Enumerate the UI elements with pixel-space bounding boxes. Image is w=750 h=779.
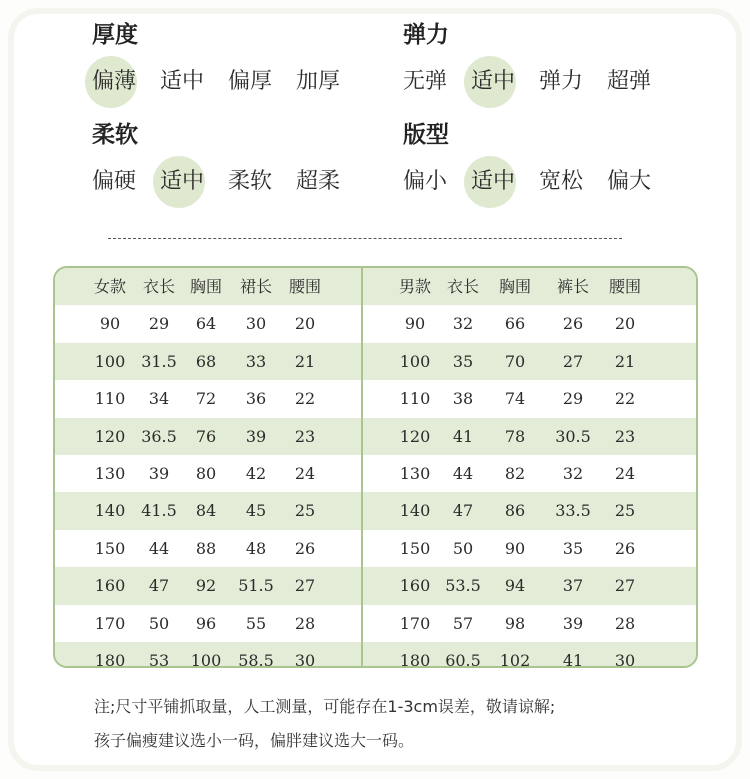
option: 偏小 (403, 169, 448, 194)
table-cell: 44 (148, 538, 170, 558)
table-cell: 23 (614, 426, 636, 446)
table-cell: 47 (452, 501, 474, 521)
column-header: 女款 (93, 277, 127, 296)
table-row (363, 380, 698, 417)
attr-thickness (92, 20, 341, 102)
table-row (55, 343, 361, 380)
table-cell: 44 (452, 463, 474, 483)
table-cell: 34 (148, 389, 170, 409)
option: 适中 (160, 69, 205, 94)
table-cell: 30 (614, 650, 636, 668)
column-header: 胸围 (498, 277, 532, 296)
table-row (363, 418, 698, 455)
table-cell: 94 (504, 576, 526, 596)
table-cell: 120 (94, 426, 126, 446)
option: 加厚 (296, 69, 341, 94)
option: 偏硬 (92, 169, 137, 194)
column-header: 男款 (398, 277, 432, 296)
table-cell: 21 (614, 351, 636, 371)
table-cell: 30 (294, 650, 316, 668)
table-cell: 53.5 (445, 576, 481, 596)
table-cell: 130 (399, 463, 431, 483)
table-cell: 24 (614, 463, 636, 483)
table-cell: 51.5 (238, 576, 274, 596)
table-row (363, 567, 698, 604)
table-row (363, 455, 698, 492)
table-cell: 27 (562, 351, 584, 371)
table-cell: 20 (294, 314, 316, 334)
option: 柔软 (228, 169, 273, 194)
table-cell: 80 (195, 463, 217, 483)
table-cell: 140 (399, 501, 431, 521)
table-cell: 20 (614, 314, 636, 334)
option: 适中 (471, 162, 515, 202)
option: 适中 (160, 162, 204, 202)
table-cell: 150 (94, 538, 126, 558)
table-cell: 100 (190, 650, 222, 668)
table-cell: 140 (94, 501, 126, 521)
column-header: 衣长 (142, 277, 176, 296)
table-cell: 22 (294, 389, 316, 409)
table-cell: 50 (452, 538, 474, 558)
option: 偏厚 (228, 69, 273, 94)
note-size-advice: 孩子偏瘦建议选小一码，偏胖建议选大一码。 (94, 731, 415, 750)
women-size-table (55, 268, 361, 668)
table-row (55, 530, 361, 567)
table-cell: 36.5 (141, 426, 177, 446)
table-cell: 170 (94, 613, 126, 633)
table-cell: 41.5 (141, 501, 177, 521)
table-cell: 35 (562, 538, 584, 558)
table-cell: 100 (94, 351, 126, 371)
table-cell: 36 (245, 389, 267, 409)
table-cell: 76 (195, 426, 217, 446)
attr-fit (403, 120, 652, 202)
attr-title: 弹力 (403, 22, 449, 48)
table-cell: 160 (399, 576, 431, 596)
table-cell: 78 (504, 426, 526, 446)
table-cell: 90 (99, 314, 121, 334)
table-cell: 29 (148, 314, 170, 334)
attr-title: 厚度 (92, 22, 138, 48)
table-row (363, 605, 698, 642)
size-table (53, 266, 698, 668)
column-header: 腰围 (288, 277, 322, 296)
table-cell: 120 (399, 426, 431, 446)
column-header: 裙长 (239, 277, 273, 296)
table-cell: 57 (452, 613, 474, 633)
option: 偏大 (607, 169, 652, 194)
table-cell: 22 (614, 389, 636, 409)
table-cell: 39 (245, 426, 267, 446)
table-cell: 38 (452, 389, 474, 409)
table-cell: 23 (294, 426, 316, 446)
table-row (55, 642, 361, 668)
option: 超弹 (607, 69, 652, 94)
option: 偏薄 (92, 62, 136, 102)
table-cell: 68 (195, 351, 217, 371)
table-cell: 32 (452, 314, 474, 334)
table-row (363, 492, 698, 529)
table-cell: 98 (504, 613, 526, 633)
table-cell: 110 (399, 389, 431, 409)
column-header: 胸围 (189, 277, 223, 296)
table-cell: 55 (245, 613, 267, 633)
table-cell: 110 (94, 389, 126, 409)
table-cell: 33 (245, 351, 267, 371)
column-header: 衣长 (446, 277, 480, 296)
table-cell: 28 (614, 613, 636, 633)
table-cell: 180 (94, 650, 126, 668)
table-cell: 50 (148, 613, 170, 633)
table-cell: 48 (245, 538, 267, 558)
table-row (55, 605, 361, 642)
table-cell: 33.5 (555, 501, 591, 521)
table-cell: 100 (399, 351, 431, 371)
table-cell: 29 (562, 389, 584, 409)
table-cell: 90 (404, 314, 426, 334)
table-cell: 96 (195, 613, 217, 633)
table-row (55, 380, 361, 417)
table-cell: 41 (562, 650, 584, 668)
table-cell: 42 (245, 463, 267, 483)
dashed-divider (108, 238, 622, 239)
table-cell: 25 (294, 501, 316, 521)
table-cell: 92 (195, 576, 217, 596)
table-cell: 74 (504, 389, 526, 409)
table-cell: 170 (399, 613, 431, 633)
table-cell: 39 (148, 463, 170, 483)
table-cell: 26 (562, 314, 584, 334)
table-cell: 88 (195, 538, 217, 558)
table-row (363, 305, 698, 342)
table-cell: 30.5 (555, 426, 591, 446)
attr-elasticity (403, 20, 652, 102)
table-cell: 31.5 (141, 351, 177, 371)
table-row (55, 492, 361, 529)
table-cell: 130 (94, 463, 126, 483)
table-cell: 35 (452, 351, 474, 371)
table-cell: 70 (504, 351, 526, 371)
column-header: 裤长 (556, 277, 590, 296)
option: 宽松 (539, 169, 584, 194)
option: 适中 (471, 62, 515, 102)
table-cell: 82 (504, 463, 526, 483)
table-header-row (363, 268, 698, 305)
table-row (55, 455, 361, 492)
option: 超柔 (296, 169, 341, 194)
attr-softness (92, 120, 341, 202)
table-cell: 41 (452, 426, 474, 446)
table-row (55, 418, 361, 455)
table-cell: 180 (399, 650, 431, 668)
table-cell: 27 (294, 576, 316, 596)
table-row (363, 530, 698, 567)
table-cell: 150 (399, 538, 431, 558)
table-cell: 66 (504, 314, 526, 334)
table-row (363, 343, 698, 380)
table-cell: 90 (504, 538, 526, 558)
table-cell: 26 (294, 538, 316, 558)
table-cell: 21 (294, 351, 316, 371)
table-cell: 28 (294, 613, 316, 633)
table-cell: 102 (499, 650, 531, 668)
table-cell: 53 (148, 650, 170, 668)
column-header: 腰围 (608, 277, 642, 296)
table-cell: 45 (245, 501, 267, 521)
men-size-table (363, 268, 698, 668)
table-header-row (55, 268, 361, 305)
option: 无弹 (403, 69, 448, 94)
table-cell: 72 (195, 389, 217, 409)
attr-title: 版型 (403, 122, 449, 148)
option: 弹力 (539, 69, 584, 94)
table-cell: 64 (195, 314, 217, 334)
table-cell: 24 (294, 463, 316, 483)
table-cell: 60.5 (445, 650, 481, 668)
table-cell: 39 (562, 613, 584, 633)
table-cell: 27 (614, 576, 636, 596)
table-row (55, 567, 361, 604)
table-cell: 37 (562, 576, 584, 596)
table-cell: 86 (504, 501, 526, 521)
table-cell: 47 (148, 576, 170, 596)
table-cell: 30 (245, 314, 267, 334)
table-cell: 58.5 (238, 650, 274, 668)
table-cell: 25 (614, 501, 636, 521)
table-cell: 32 (562, 463, 584, 483)
table-row (363, 642, 698, 668)
table-row (55, 305, 361, 342)
table-cell: 84 (195, 501, 217, 521)
table-cell: 26 (614, 538, 636, 558)
attr-title: 柔软 (92, 122, 138, 148)
table-cell: 160 (94, 576, 126, 596)
note-measurement: 注;尺寸平铺抓取量，人工测量，可能存在1-3cm误差，敬请谅解; (94, 697, 556, 716)
